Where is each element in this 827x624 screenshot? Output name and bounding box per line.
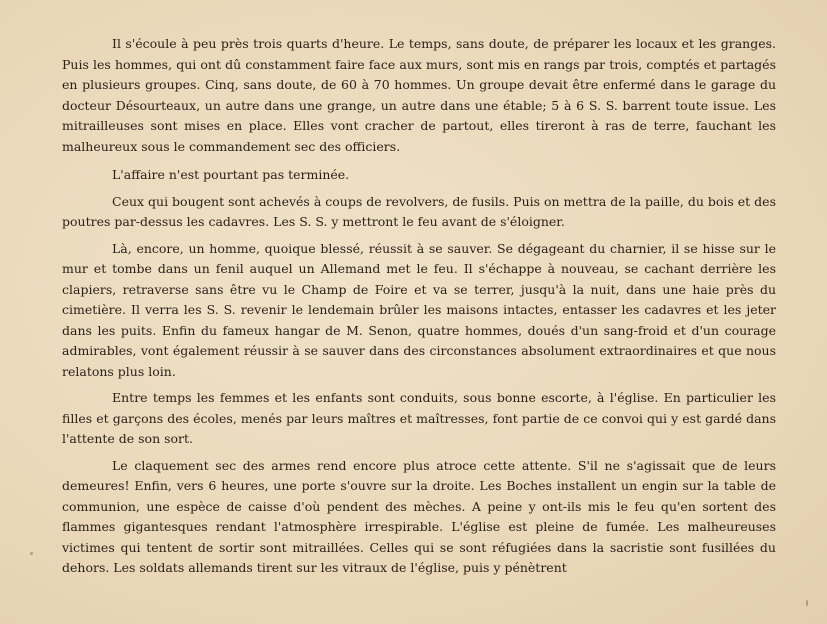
paragraph-5: Entre temps les femmes et les enfants sont conduits, sous bonne escorte, à l'église. En particulier les filles et garçons des écoles, menés par leurs maîtres et maîtresses, font partie de ce convoi qui y est gardé dans l'attente de son sort. xyxy=(62,390,776,446)
paragraph-4: Là, encore, un homme, quoique blessé, réussit à se sauver. Se dégageant du charnier, il se hisse sur le mur et tombe dans un fenil auquel un Allemand met le feu. Il s'échappe à nouveau, se cachant derrière les clapiers, retraverse sans être vu le Champ de Foire et va se terrer, jusqu'à la nuit, dans une haie près du cimetière. Il verra les S. S. revenir le lendemain brûler les maisons intactes, entasser les cadavres et les jeter dans les puits. Enfin du fameux hangar de M. Senon, quatre hommes, doués d'un sang-froid et d'un courage admirables, vont également réussir à se sauver dans des circonstances absolument extraordinaires et que nous relatons plus loin. xyxy=(62,240,776,379)
paragraph-2: L'affaire n'est pourtant pas terminée. xyxy=(112,167,350,182)
paper-speck xyxy=(806,600,808,606)
paragraph-6: Le claquement sec des armes rend encore plus atroce cette attente. S'il ne s'agissait que de leurs demeures! Enfin, vers 6 heures, une porte s'ouvre sur la droite. Les Boches installent un engin sur la table de communion, une espèce de caisse d'où pendent des mèches. A peine y ont-ils mis le feu qu'en sortent des flammes gigantesques rendant l'atmosphère irrespirable. L'église est pleine de fumée. Les malheureuses victimes qui tentent de sortir sont mitraillées. Celles qui se sont réfugiées dans la sacristie sont fusillées du dehors. Les soldats allemands tirent sur les vitraux de l'église, puis y pénètrent xyxy=(62,457,776,575)
page-text xyxy=(62,34,776,587)
paragraph-1: Il s'écoule à peu près trois quarts d'heure. Le temps, sans doute, de préparer les locaux et les granges. Puis les hommes, qui ont dû constamment faire face aux murs, sont mis en rangs par trois, comptés et partagés en plusieurs groupes. Cinq, sans doute, de 60 à 70 hommes. Un groupe devait être enfermé dans le garage du docteur Désourteaux, un autre dans une grange, un autre dans une étable; 5 à 6 S. S. barrent toute issue. Les mitrailleuses sont mises en place. Elles vont cracher de partout, elles tireront à ras de terre, fauchant les malheureux sous le commandement sec des officiers. xyxy=(62,36,776,154)
paragraph-3: Ceux qui bougent sont achevés à coups de revolvers, de fusils. Puis on mettra de la paille, du bois et des poutres par-dessus les cadavres. Les S. S. y mettront le feu avant de s'éloigner. xyxy=(62,193,776,229)
paper-speck xyxy=(30,552,33,555)
